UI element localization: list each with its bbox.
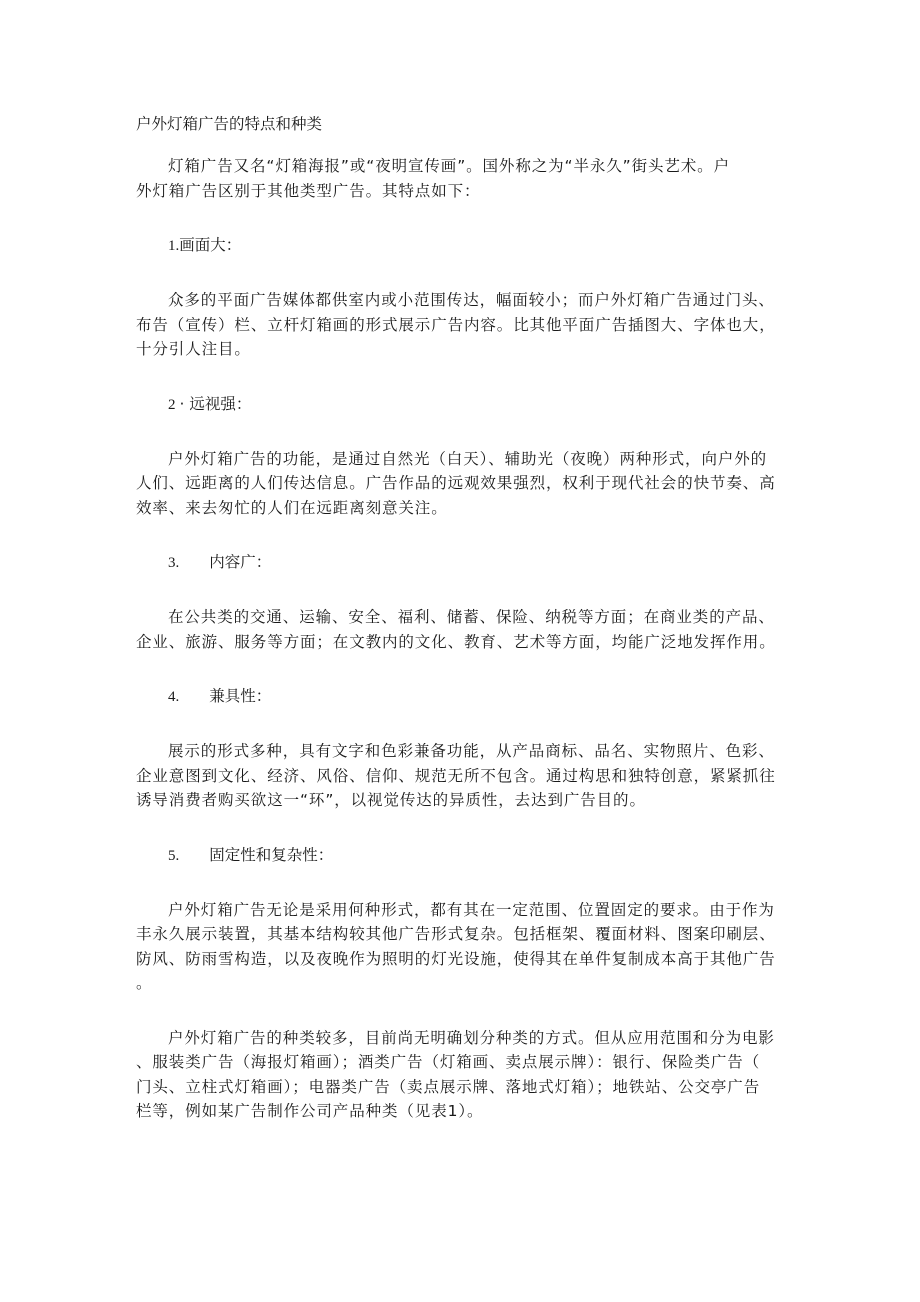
section-heading-5 <box>136 843 786 868</box>
section-paragraph-1 <box>136 288 786 362</box>
paragraph-line: 。 <box>136 974 153 992</box>
section-number: 2 <box>168 396 176 413</box>
intro-line: 灯箱广告又名“灯箱海报”或“夜明宣传画”。国外称之为“半永久”街头艺术。户 <box>168 157 730 175</box>
intro-line: 外灯箱广告区别于其他类型广告。其特点如下： <box>136 181 481 200</box>
paragraph-line: 布告（宣传）栏、立杆灯箱画的形式展示广告内容。比其他平面广告插图大、字体也大， <box>136 315 776 334</box>
section-heading-1 <box>136 233 786 258</box>
paragraph-line: 众多的平面广告媒体都供室内或小范围传达，幅面较小；而户外灯箱广告通过门头、 <box>168 291 775 309</box>
paragraph-line: 户外灯箱广告无论是采用何种形式，都有其在一定范围、位置固定的要求。由于作为 <box>168 900 775 919</box>
paragraph-line: 十分引人注目。 <box>136 340 251 358</box>
paragraph-line: 防风、防雨雪构造，以及夜晚作为照明的灯光设施，使得其在单件复制成本高于其他广告 <box>136 949 776 968</box>
document-title: 户外灯箱广告的特点和种类 <box>136 115 323 133</box>
paragraph-line: 企业意图到文化、经济、风俗、信仰、规范无所不包含。通过构思和独特创意，紧紧抓往 <box>136 766 776 785</box>
paragraph-line: 丰永久展示装置，其基本结构较其他广告形式复杂。包括框架、覆面材料、图案印刷层、 <box>136 925 776 943</box>
paragraph-line: 展示的形式多种，具有文字和色彩兼备功能，从产品商标、品名、实物照片、色彩、 <box>168 742 775 760</box>
intro-paragraph <box>136 154 786 203</box>
paragraph-line: 栏等，例如某广告制作公司产品种类（见表1）。 <box>136 1102 484 1120</box>
section-number: 4. <box>168 689 180 705</box>
section-heading-text: · 远视强： <box>179 394 252 413</box>
paragraph-line: 户外灯箱广告的功能，是通过自然光（白天）、辅助光（夜晚）两种形式，向户外的 <box>168 449 768 468</box>
paragraph-line: 门头、立柱式灯箱画）；电器类广告（卖点展示牌、落地式灯箱）；地铁站、公交亭广告 <box>136 1077 761 1096</box>
paragraph-line: 诱导消费者购买欲这一“环”，以视觉传达的异质性，去达到广告目的。 <box>136 791 646 809</box>
section-heading-text: 内容广： <box>209 553 272 571</box>
section-paragraph-3 <box>136 605 786 654</box>
section-number: 3. <box>168 555 180 571</box>
section-heading-text: 画面大： <box>179 236 242 254</box>
paragraph-line: 人们、远距离的人们传达信息。广告作品的远观效果强烈，权利于现代社会的快节奏、高 <box>136 474 776 492</box>
section-heading-text: 兼具性： <box>209 687 272 705</box>
section-paragraph-5 <box>136 898 786 996</box>
paragraph-line: 在公共类的交通、运输、安全、福利、储蓄、保险、纳税等方面；在商业类的产品、 <box>168 608 775 626</box>
closing-paragraph <box>136 1026 786 1124</box>
section-heading-4 <box>136 684 786 709</box>
paragraph-line: 效率、来去匆忙的人们在远距离刻意关注。 <box>136 498 448 517</box>
document-page <box>136 112 786 1154</box>
section-paragraph-2 <box>136 447 786 521</box>
section-number: 1. <box>168 238 180 254</box>
section-number: 5. <box>168 847 180 864</box>
section-heading-2 <box>136 392 786 417</box>
paragraph-line: 户外灯箱广告的种类较多，目前尚无明确划分种类的方式。但从应用范围和分为电影 <box>168 1028 775 1047</box>
section-paragraph-4 <box>136 739 786 813</box>
section-heading-3 <box>136 550 786 575</box>
section-heading-text: 固定性和复杂性： <box>209 845 334 864</box>
paragraph-line: 、服装类广告（海报灯箱画）；酒类广告（灯箱画、卖点展示牌）：银行、保险类广告（ <box>136 1053 761 1071</box>
paragraph-line: 企业、旅游、服务等方面；在文教内的文化、教育、艺术等方面，均能广泛地发挥作用。 <box>136 632 776 651</box>
